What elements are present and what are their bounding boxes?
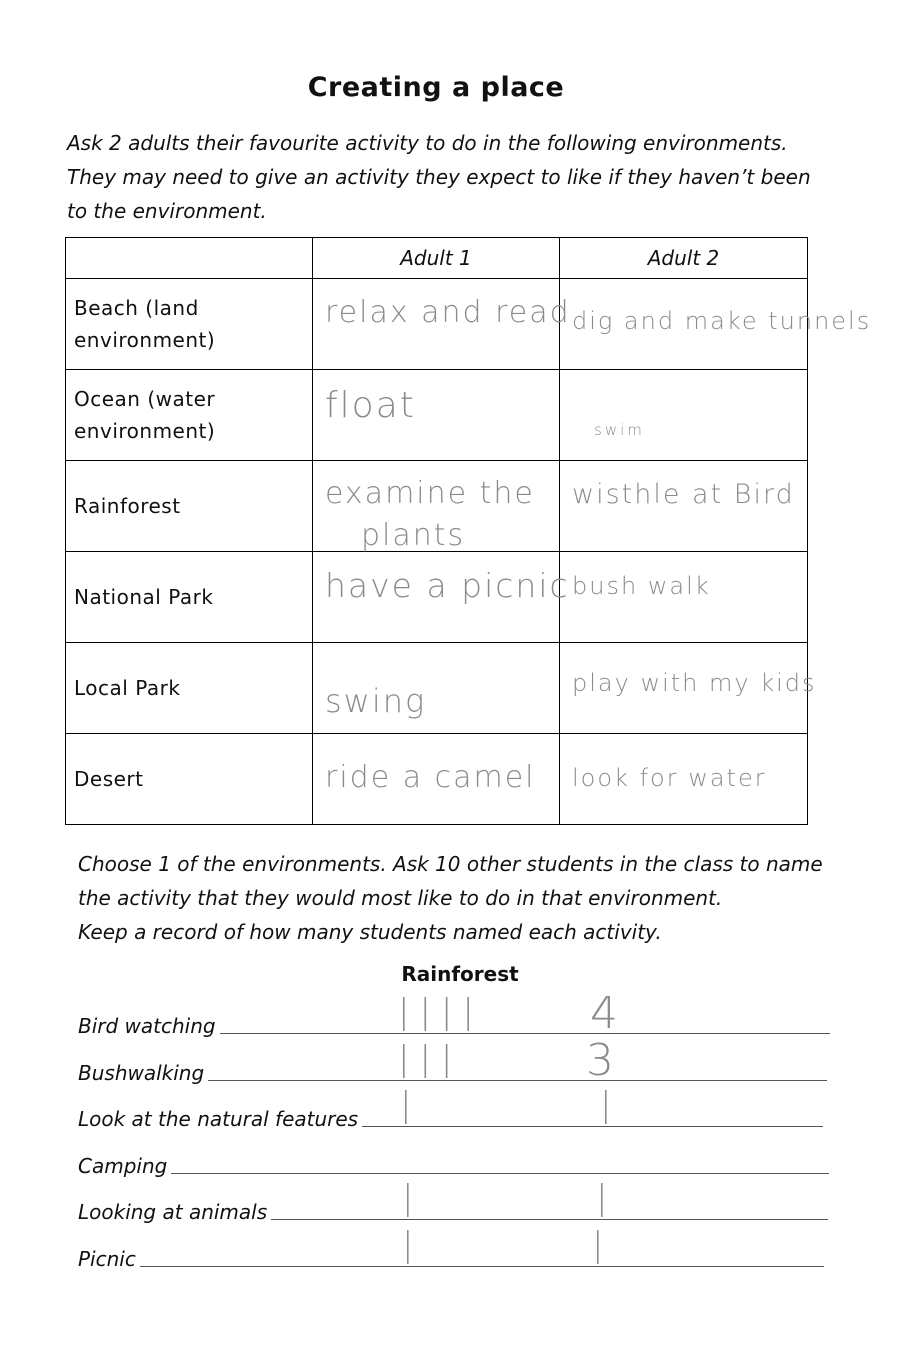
tally-row (78, 1085, 823, 1131)
handwritten-answer: dig and make tunnels (572, 307, 872, 335)
adult-1-answer-cell[interactable] (313, 552, 570, 643)
tally-count[interactable]: | (600, 1085, 622, 1125)
tally-count[interactable]: | (592, 1225, 614, 1265)
survey-environment-heading: Rainforest (401, 962, 519, 986)
table-row (66, 643, 808, 734)
answer-line (78, 1173, 829, 1174)
tally-marks[interactable]: | (402, 1225, 424, 1265)
activity-label: Bird watching (78, 1014, 220, 1038)
instruction-line: Keep a record of how many students named each activity. (78, 920, 662, 944)
table-row (66, 461, 808, 552)
tally-row (78, 1035, 827, 1086)
tally-marks[interactable]: | (400, 1085, 422, 1125)
handwritten-answer: have a picnic (325, 566, 570, 605)
adult-2-answer-cell[interactable] (560, 552, 808, 643)
instruction-line: Choose 1 of the environments. Ask 10 other students in the class to name (78, 852, 823, 876)
header-adult-2: Adult 2 (560, 238, 808, 279)
environment-cell (66, 643, 313, 734)
environment-name: Local Park (74, 676, 181, 700)
intro-line: They may need to give an activity they expect to like if they haven’t been (67, 165, 811, 189)
tally-row (78, 1225, 824, 1271)
adult-2-answer-cell[interactable] (560, 279, 872, 370)
handwritten-answer: ride a camel (325, 760, 536, 795)
environment-cell (66, 461, 313, 552)
adult-2-answer-cell[interactable] (560, 370, 808, 461)
tally-row (78, 988, 830, 1039)
table-row (66, 552, 808, 643)
tally-marks[interactable]: ||| (398, 1039, 463, 1079)
environment-cell (66, 734, 313, 825)
tally-marks[interactable]: | (402, 1178, 424, 1218)
activity-label: Bushwalking (78, 1061, 208, 1085)
tally-count[interactable]: 3 (586, 1035, 614, 1086)
handwritten-answer: bush walk (572, 572, 711, 600)
activity-label: Looking at animals (78, 1200, 271, 1224)
adult-2-answer-cell[interactable] (560, 461, 808, 552)
adult-2-answer-cell[interactable] (560, 734, 808, 825)
environment-name: Desert (74, 767, 144, 791)
environment-cell (66, 552, 313, 643)
handwritten-answer: swim (594, 421, 645, 439)
survey-instructions (78, 847, 858, 949)
adult-1-answer-cell[interactable] (313, 734, 560, 825)
handwritten-answer: relax and read (325, 295, 571, 330)
table-row (66, 734, 808, 825)
intro-line: to the environment. (67, 199, 267, 223)
handwritten-answer: look for water (572, 764, 767, 792)
activity-label: Look at the natural features (78, 1107, 362, 1131)
table-row (66, 370, 808, 461)
table-row (66, 279, 808, 370)
intro-paragraph (67, 126, 847, 228)
environment-name-2: environment) (74, 419, 216, 443)
handwritten-answer: wisthle at Bird (572, 479, 795, 510)
handwritten-line: examine the (325, 476, 535, 511)
tally-row (78, 1178, 828, 1224)
table-header-row (66, 238, 808, 279)
environment-cell (66, 370, 313, 461)
adult-1-answer-cell[interactable] (313, 461, 560, 552)
page-title: Creating a place (307, 72, 565, 103)
handwritten-answer: swing (325, 682, 427, 720)
adult-1-answer-cell[interactable] (313, 279, 571, 370)
activity-label: Picnic (78, 1247, 140, 1271)
handwritten-line: plants (361, 518, 466, 553)
handwritten-answer: float (325, 385, 416, 426)
tally-marks[interactable]: |||| (398, 992, 484, 1032)
tally-count[interactable]: | (596, 1178, 618, 1218)
environment-cell (66, 279, 313, 370)
environment-name: National Park (74, 585, 214, 609)
environment-name-2: environment) (74, 328, 216, 352)
adult-1-answer-cell[interactable] (313, 370, 560, 461)
environment-name: Rainforest (74, 494, 181, 518)
environment-name: Ocean (water (74, 387, 216, 411)
adult-1-answer-cell[interactable] (313, 643, 560, 734)
header-cell-empty (66, 238, 313, 279)
answer-line (78, 1266, 824, 1267)
tally-count[interactable]: 4 (590, 988, 618, 1039)
header-adult-1: Adult 1 (313, 238, 560, 279)
tally-row (78, 1138, 829, 1178)
intro-line: Ask 2 adults their favourite activity to do in the following environments. (67, 131, 788, 155)
environment-name: Beach (land (74, 296, 199, 320)
activity-label: Camping (78, 1154, 171, 1178)
handwritten-answer (325, 473, 535, 557)
adult-activities-table (65, 237, 872, 825)
handwritten-answer: play with my kids (572, 669, 817, 697)
instruction-line: the activity that they would most like to do in that environment. (78, 886, 723, 910)
adult-2-answer-cell[interactable] (560, 643, 817, 734)
